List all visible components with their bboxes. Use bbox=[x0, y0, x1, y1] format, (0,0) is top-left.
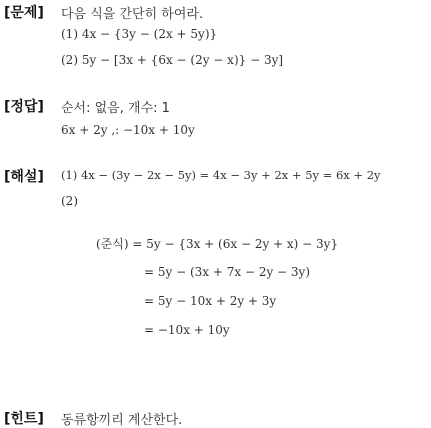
explanation-tag: [해설] bbox=[4, 169, 44, 185]
hint-text: 동류항끼리 계산한다. bbox=[61, 413, 183, 428]
explanation-line-2: (2) bbox=[61, 194, 78, 208]
answer-tag: [정답] bbox=[4, 99, 44, 115]
solution-step-3: = 5y − 10x + 2y + 3y bbox=[144, 294, 277, 308]
solution-step-4: = −10x + 10y bbox=[144, 323, 230, 337]
solution-step-2: = 5y − (3x + 7x − 2y − 3y) bbox=[144, 265, 311, 279]
hint-tag: [힌트] bbox=[4, 411, 44, 427]
problem-item-2: (2) 5y − [3x + {6x − (2y − x)} − 3y] bbox=[61, 53, 284, 67]
problem-item-1: (1) 4x − {3y − (2x + 5y)} bbox=[61, 27, 218, 41]
answer-line-2: 6x + 2y ,: −10x + 10y bbox=[61, 123, 195, 137]
problem-instruction: 다음 식을 간단히 하여라. bbox=[61, 7, 204, 22]
answer-line-1: 순서: 없음, 개수: 1 bbox=[61, 101, 170, 116]
explanation-line-1: (1) 4x − (3y − 2x − 5y) = 4x − 3y + 2x + 5y = 6x + 2y bbox=[61, 168, 381, 182]
solution-step-1: (준식) = 5y − {3x + (6x − 2y + x) − 3y} bbox=[96, 237, 339, 251]
problem-tag: [문제] bbox=[4, 5, 44, 21]
